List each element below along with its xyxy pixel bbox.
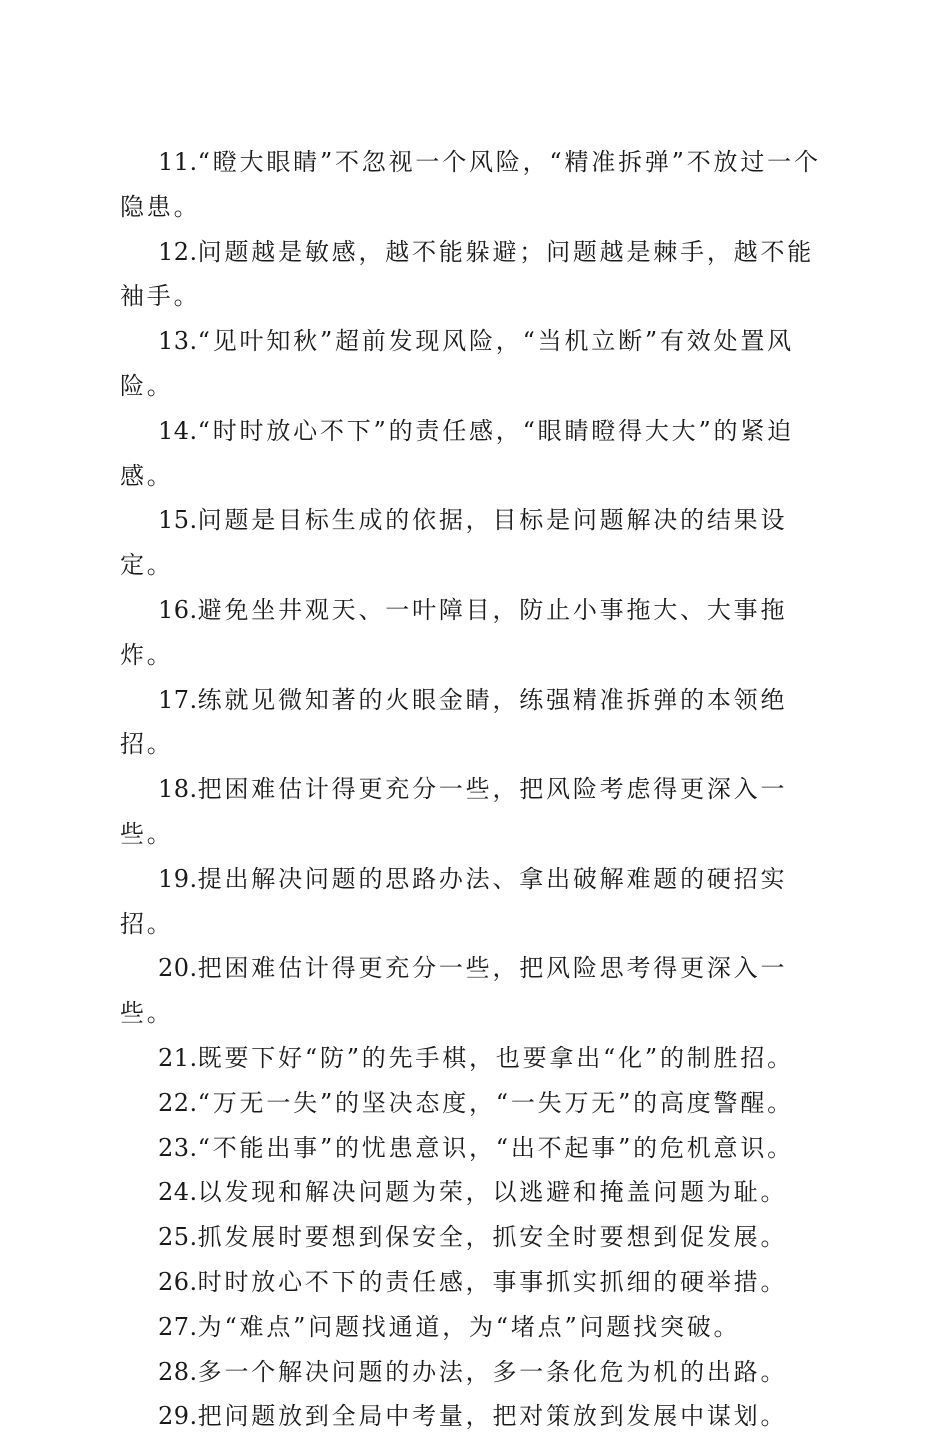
item-number: 24. [158,1178,198,1207]
item-number: 13. [158,327,198,356]
list-item [120,678,826,768]
item-text: 抓发展时要想到保安全，抓安全时要想到促发展。 [197,1223,788,1252]
list-item [120,1215,826,1260]
item-text: 把问题放到全局中考量，把对策放到发展中谋划。 [197,1402,788,1431]
document-body [120,140,826,1439]
item-text: “见叶知秋”超前发现风险，“当机立断”有效处置风险。 [120,327,794,400]
item-text: 练就见微知著的火眼金睛，练强精准拆弹的本领绝招。 [120,685,788,759]
item-number: 27. [158,1312,198,1341]
item-text: “瞪大眼睛”不忽视一个风险，“精准拆弹”不放过一个隐患。 [120,148,821,221]
item-text: 提出解决问题的思路办法、拿出破解难题的硬招实招。 [120,864,788,938]
item-number: 16. [158,595,198,624]
item-number: 29. [158,1402,198,1431]
item-number: 20. [158,954,198,983]
item-number: 23. [158,1133,198,1162]
list-item [120,1126,826,1171]
item-text: 问题是目标生成的依据，目标是问题解决的结果设定。 [120,506,788,580]
list-item [120,1170,826,1215]
item-text: 问题越是敏感，越不能躲避；问题越是棘手，越不能袖手。 [120,237,815,311]
item-number: 21. [158,1043,198,1072]
item-number: 19. [158,864,198,893]
item-number: 17. [158,685,198,714]
list-item [120,1394,826,1439]
item-number: 26. [158,1267,198,1296]
list-item [120,230,826,320]
list-item [120,767,826,857]
list-item [120,1260,826,1305]
list-item [120,857,826,947]
item-text: 为“难点”问题找通道，为“堵点”问题找突破。 [197,1312,741,1341]
item-number: 25. [158,1223,198,1252]
item-text: 既要下好“防”的先手棋，也要拿出“化”的制胜招。 [197,1043,794,1072]
item-text: 避免坐井观天、一叶障目，防止小事拖大、大事拖炸。 [120,595,788,669]
item-text: 把困难估计得更充分一些，把风险思考得更深入一些。 [120,954,788,1028]
item-number: 18. [158,775,198,804]
list-item [120,1350,826,1395]
item-text: 把困难估计得更充分一些，把风险考虑得更深入一些。 [120,775,788,848]
list-item [120,1305,826,1350]
list-item [120,319,826,409]
list-item [120,1036,826,1081]
item-text: 时时放心不下的责任感，事事抓实抓细的硬举措。 [197,1267,788,1296]
list-item [120,498,826,588]
item-text: “时时放心不下”的责任感，“眼睛瞪得大大”的紧迫感。 [120,416,794,490]
item-number: 15. [158,506,198,535]
list-item [120,946,826,1036]
item-number: 22. [158,1088,198,1117]
item-number: 12. [158,237,198,266]
list-item [120,588,826,678]
item-number: 11. [158,148,198,176]
item-number: 14. [158,416,198,445]
item-text: “万无一失”的坚决态度，“一失万无”的高度警醒。 [197,1088,794,1117]
list-item [120,409,826,499]
item-number: 28. [158,1357,198,1386]
item-text: “不能出事”的忧患意识，“出不起事”的危机意识。 [197,1133,794,1162]
list-item [120,140,826,230]
item-text: 多一个解决问题的办法，多一条化危为机的出路。 [197,1357,788,1386]
item-text: 以发现和解决问题为荣，以逃避和掩盖问题为耻。 [197,1178,788,1207]
list-item [120,1081,826,1126]
